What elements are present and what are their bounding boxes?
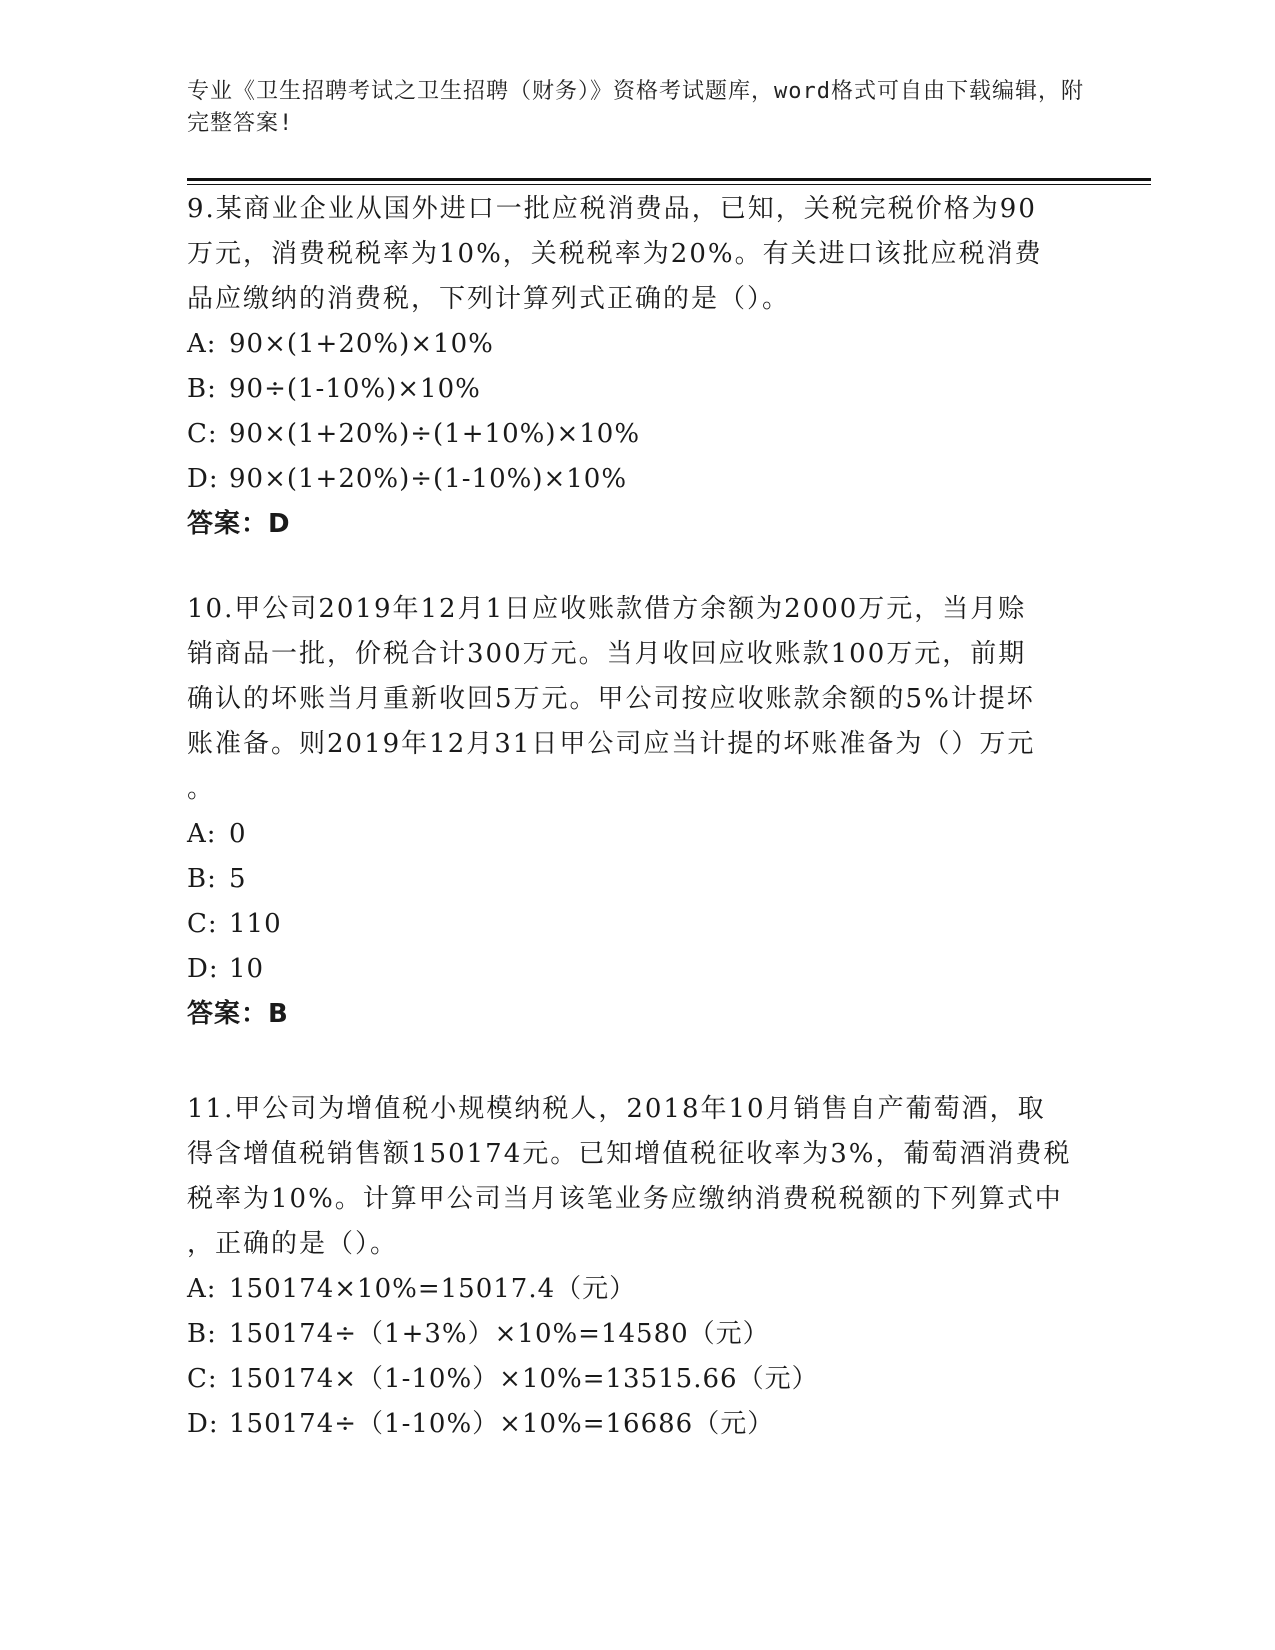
question-10 [187, 587, 1077, 1037]
question-stem-line: 9.某商业企业从国外进口一批应税消费品，已知，关税完税价格为90 [187, 194, 1037, 224]
option-c [187, 902, 1077, 947]
question-stem-line: 销商品一批，价税合计300万元。当月收回应收账款100万元，前期 [187, 639, 1027, 669]
option-text: 150174÷（1-10%）×10%=16686（元） [229, 1409, 775, 1439]
option-a [187, 322, 1077, 367]
question-stem-line: 确认的坏账当月重新收回5万元。甲公司按应收账款余额的5%计提坏 [187, 684, 1035, 714]
question-stem-line: 万元，消费税税率为10%，关税税率为20%。有关进口该批应税消费 [187, 239, 1043, 269]
option-text: 90×(1+20%)×10% [229, 329, 494, 359]
option-text: 10 [229, 954, 265, 984]
question-stem-line: 品应缴纳的消费税，下列计算列式正确的是（）。 [187, 284, 791, 314]
option-c [187, 1357, 1077, 1402]
option-key: D: [187, 464, 219, 494]
option-key: D: [187, 954, 219, 984]
option-d [187, 947, 1077, 992]
option-text: 90÷(1-10%)×10% [229, 374, 481, 404]
option-key: B: [187, 1319, 217, 1349]
option-key: C: [187, 1364, 218, 1394]
option-key: A: [187, 1274, 217, 1304]
question-stem-line: ，正确的是（）。 [187, 1229, 399, 1259]
option-key: B: [187, 864, 217, 894]
option-key: C: [187, 909, 218, 939]
question-stem-line: 得含增值税销售额150174元。已知增值税征收率为3%，葡萄酒消费税 [187, 1139, 1072, 1169]
header-rule-thin [187, 184, 1151, 185]
option-a [187, 812, 1077, 857]
option-d [187, 1402, 1077, 1447]
question-11 [187, 1087, 1077, 1447]
option-key: A: [187, 329, 217, 359]
option-key: C: [187, 419, 218, 449]
question-stem-line: 11.甲公司为增值税小规模纳税人，2018年10月销售自产葡萄酒，取 [187, 1094, 1046, 1124]
answer-line: 答案：B [187, 999, 289, 1029]
option-key: B: [187, 374, 217, 404]
option-text: 5 [229, 864, 247, 894]
option-text: 90×(1+20%)÷(1-10%)×10% [229, 464, 628, 494]
option-d [187, 457, 1077, 502]
option-text: 90×(1+20%)÷(1+10%)×10% [229, 419, 641, 449]
option-text: 150174×（1-10%）×10%=13515.66（元） [229, 1364, 819, 1394]
question-9 [187, 187, 1077, 547]
option-b [187, 1312, 1077, 1357]
option-text: 150174×10%=15017.4（元） [229, 1274, 637, 1304]
option-text: 110 [229, 909, 282, 939]
option-c [187, 412, 1077, 457]
option-key: D: [187, 1409, 219, 1439]
option-b [187, 367, 1077, 412]
document-header: 专业《卫生招聘考试之卫生招聘（财务）》资格考试题库，word格式可自由下载编辑，附完整答案! [187, 79, 1084, 136]
option-text: 150174÷（1+3%）×10%=14580（元） [229, 1319, 770, 1349]
option-key: A: [187, 819, 217, 849]
question-stem-line: 。 [187, 774, 216, 804]
option-b [187, 857, 1077, 902]
option-text: 0 [229, 819, 247, 849]
answer-line: 答案：D [187, 509, 291, 539]
option-a [187, 1267, 1077, 1312]
header-rule-thick [187, 178, 1151, 181]
question-stem-line: 税率为10%。计算甲公司当月该笔业务应缴纳消费税税额的下列算式中 [187, 1184, 1063, 1214]
question-stem-line: 账准备。则2019年12月31日甲公司应当计提的坏账准备为（）万元 [187, 729, 1036, 759]
question-stem-line: 10.甲公司2019年12月1日应收账款借方余额为2000万元，当月赊 [187, 594, 1027, 624]
